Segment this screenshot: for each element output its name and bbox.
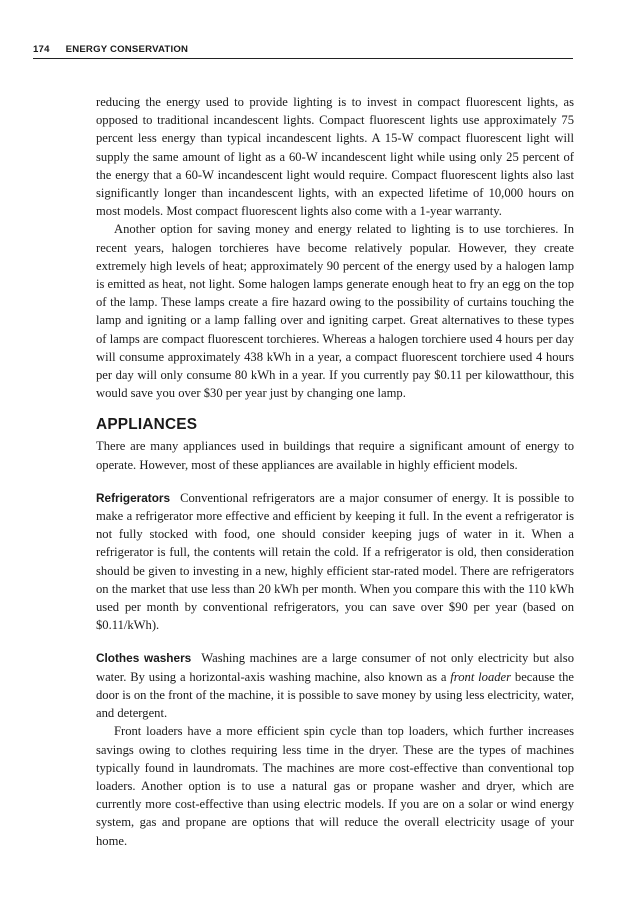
paragraph-appliances-intro: There are many appliances used in buildings that require a significant amount of energy to operate. However, most of these appliances are available in highly efficient models.	[96, 439, 574, 472]
section-heading-appliances: APPLIANCES	[96, 416, 198, 434]
paragraph-front-loaders: Front loaders have a more efficient spin cycle than top loaders, which further increases savings owing to clothes requiring less time in the dryer. These are the types of machines typically found in laundromats. The machines are more cost-effective than conventional top loaders. Another option is to use a natural gas or propane washer and dryer, which are currently more cost-effective than using electric models. If you are on a solar or wind energy system, gas and propane are options that will reduce the overall electricity usage of your home.	[96, 724, 574, 848]
paragraph-torchieres: Another option for saving money and energy related to lighting is to use torchieres. In recent years, halogen torchieres have become relatively popular. However, they create extremely high levels of heat; approximately 90 percent of the energy used by a halogen lamp is emitted as heat, not light. Some halogen lamps generate enough heat to fry an egg on the top of the lamp. These lamps create a fire hazard owing to the possibility of curtains touching the lamp and igniting or a lamp falling over and igniting carpet. Great alternatives to these types of lamps are compact fluorescent torchieres. Whereas a halogen torchiere used 4 hours per day will consume approximately 438 kWh in a year, a compact fluorescent torchiere used 4 hours per day will only consume 80 kWh in a year. If you currently pay $0.11 per kilowatthour, this would save you over $30 per year just by changing one lamp.	[96, 222, 574, 401]
refrigerators-text: Conventional refrigerators are a major consumer of energy. It is possible to make a refrigerator more effective and efficient by keeping it full. In the event a refrigerator is not fully stocked with food, one should consider keeping jugs of water in it. When a refrigerator is full, the contents will retain the cold. If a refrigerator is old, then consideration should be given to investing in a new, highly efficient star-rated model. There are refrigerators on the market that use less than 20 kWh per month. When you compare this with the 110 kWh used per month by conventional refrigerators, you can save over $90 per year (based on $0.11/kWh).	[96, 490, 574, 633]
paragraph-refrigerators	[96, 489, 574, 635]
page-body	[96, 93, 574, 850]
chapter-title: ENERGY CONSERVATION	[65, 44, 189, 55]
washers-text-b: because the door is on the front of the machine, it is possible to save money by using less electricity, water, and detergent.	[96, 669, 574, 721]
washers-text-a: Washing machines are a large consumer of not only electricity but also water. By using a horizontal-axis washing machine, also known as a	[96, 651, 574, 684]
running-header	[33, 44, 573, 59]
paragraph-lighting-cfl: reducing the energy used to provide lighting is to invest in compact fluorescent lights, as opposed to traditional incandescent lights. Compact fluorescent lights use approximately 75 percent less energy than typical incandescent lights. A 15-W compact fluorescent light will supply the same amount of light as a 60-W incandescent light while using only 25 percent of the energy that a 60-W incandescent light would require. Compact fluorescent lights also last significantly longer than incandescent lights, with an expected lifetime of 10,000 hours on most models. Most compact fluorescent lights also come with a 1-year warranty.	[96, 95, 574, 219]
subheading-clothes-washers: Clothes washers	[96, 651, 192, 666]
paragraph-clothes-washers	[96, 649, 574, 722]
term-front-loader: front loader	[450, 669, 512, 684]
subheading-refrigerators: Refrigerators	[96, 490, 171, 505]
page-number: 174	[33, 44, 50, 55]
